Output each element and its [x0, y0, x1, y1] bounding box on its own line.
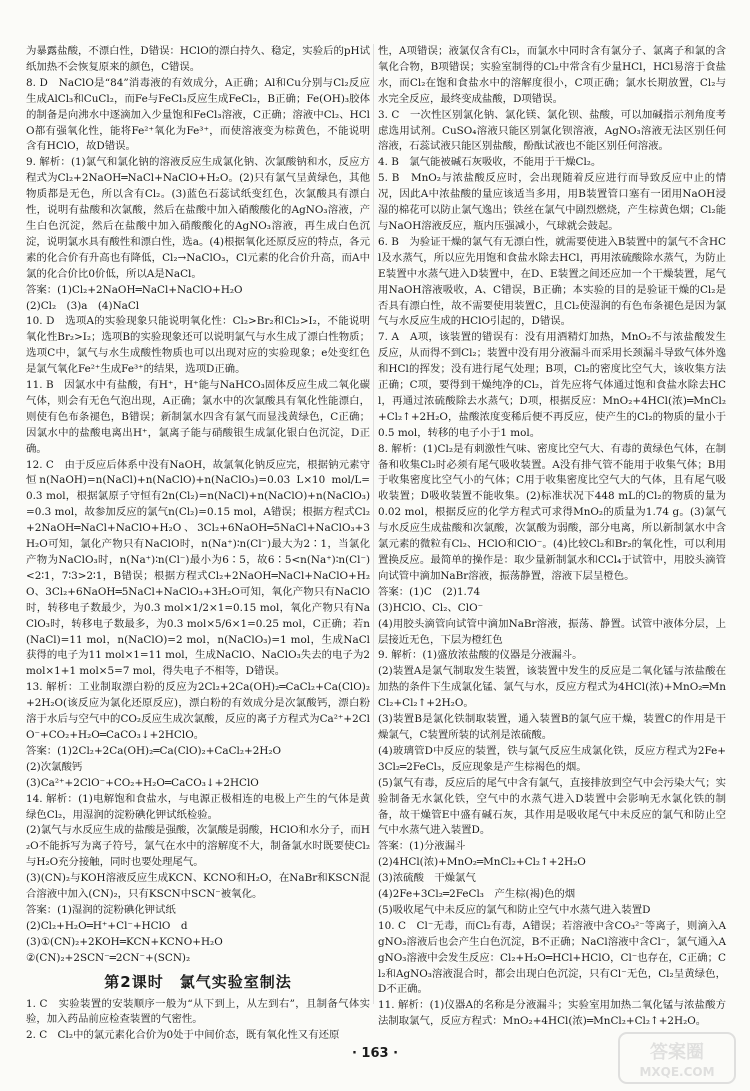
text-paragraph: 10. C Cl⁻无毒，而Cl₂有毒，A错误；若溶液中含CO₃²⁻等离子，则滴入AgNO₃溶液后也会产生白色沉淀，B不正确；NaCl溶液中含Cl⁻，氯气通入AgNO₃溶液中会发生反应：Cl₂+H₂O═HCl+HClO，Cl⁻也存在，C正确；Cl₂和AgNO₃溶液混合时，都会出现白色沉淀，只有Cl⁻无色，Cl₂呈黄绿色，D不正确。	[378, 919, 726, 996]
text-paragraph: (2)Cl₂+H₂O═H⁺+Cl⁻+HClO d	[26, 919, 188, 932]
text-paragraph: 性，A项错误；液氯仅含有Cl₂，而氯水中同时含有氯分子、氯离子和氯的含氧化合物，B项错误；实验室制得的Cl₂中常含有少量HCl，HCl易溶于食盐水，而Cl₂在饱和食盐水中的溶解度很小，C项正确；氯水长期放置，Cl₂与水完全反应，最终变成盐酸，D项错误。	[378, 45, 726, 105]
text-paragraph: 8. D NaClO是“84”消毒液的有效成分，A正确；Al和Cu分别与Cl₂反应生成AlCl₃和CuCl₂，而Fe与FeCl₃反应生成FeCl₂，B正确；Fe(OH)₃胶体的制备是向沸水中逐滴加入少量饱和FeCl₃溶液，C正确；溶液中Cl₂、HClO都有强氧化性，能将Fe²⁺氧化为Fe³⁺，而使溶液变为棕黄色，不能说明含有HClO，故D错误。	[26, 76, 370, 153]
text-paragraph: 8. 解析：(1)Cl₂是有刺激性气味、密度比空气大、有毒的黄绿色气体，在制备和收集Cl₂时必须有尾气吸收装置。A没有排气管不能用于收集气体；B用于收集密度比空气小的气体；C用于收集密度比空气大的气体，且有尾气吸收装置；D吸收装置不能收集。(2)标准状况下448 mL的Cl₂的物质的量为0.02 mol，根据反应的化学方程式可求得MnO₂的质量为1.74 g。(3)氯气与水反应生成盐酸和次氯酸，次氯酸为弱酸，部分电离，所以新制氯水中含氯元素的微粒有Cl₂、HClO和ClO⁻。(4)比较Cl₂和Br₂的氧化性，可以利用置换反应。最简单的操作是：取少量新制氯水和CCl₄于试管中，用胶头滴管向试管中滴加NaBr溶液，振荡静置，溶液下层呈橙色。	[378, 442, 726, 582]
text-paragraph: 答案：(1)Cl₂+2NaOH═NaCl+NaClO+H₂O	[26, 283, 243, 296]
text-paragraph: 7. A A项，该装置的错误有：没有用酒精灯加热，MnO₂不与浓盐酸发生反应，从而得不到Cl₂；装置中没有用分液漏斗而采用长颈漏斗导致气体外逸和HCl的挥发；没有进行尾气处理；B项，Cl₂的密度比空气大，该收集方法正确；C项，要得到干燥纯净的Cl₂，首先应将气体通过饱和食盐水除去HCl，再通过浓硫酸除去水蒸气；D项，根据反应：MnO₂+4HCl(浓)═MnCl₂+Cl₂↑+2H₂O，盐酸浓度变稀后便不再反应，使产生的Cl₂的物质的量小于0.5 mol，转移的电子小于1 mol。	[378, 331, 726, 439]
watermark-logo	[618, 1032, 736, 1084]
text-paragraph: (3)装置B是氯化铁制取装置，通入装置B的氯气应干燥，装置C的作用是干燥氯气，C装置所装的试剂是浓硫酸。	[378, 713, 726, 741]
text-paragraph: 5. B MnO₂与浓盐酸反应时，会出现随着反应进行而导致反应中止的情况，因此A中浓盐酸的量应该适当多用，用B装置管口塞有一团用NaOH浸湿的棉花可以防止氯气逸出；铁丝在氯气中剧烈燃烧，产生棕黄色烟；Cl₂能与NaOH溶液反应，瓶内压强减小，气球就会鼓起。	[378, 172, 726, 232]
text-paragraph: (3)HClO、Cl₂、ClO⁻	[378, 601, 484, 614]
right-column	[378, 44, 726, 1030]
text-paragraph: (2)氯气与水反应生成的盐酸是强酸，次氯酸是弱酸，HClO和水分子，而H₂O不能拆写为离子符号，氯气在水中的溶解度不大，制备氯水时既要使Cl₂与H₂O充分接触，同时也要处理尾气。	[26, 824, 370, 869]
text-paragraph: 9. 解析：(1)氯气和氯化钠的溶液反应生成氯化钠、次氯酸钠和水，反应方程式为Cl₂+2NaOH═NaCl+NaClO+H₂O。(2)只有氯气呈黄绿色，其他物质都是无色，所以含有Cl₂。(3)蓝色石蕊试纸变红色，次氯酸具有漂白性，说明有盐酸和次氯酸，然后在盐酸中加入硝酸酸化的AgNO₃溶液，产生白色沉淀，然后在盐酸中加入硝酸酸化的AgNO₃溶液，再生成白色沉淀，说明氯水具有酸性和漂白性，选a。(4)根据氧化还原反应的特点，各元素的化合价有升高也有降低，Cl₂→NaClO₃，Cl元素的化合价升高，而A中氯的化合价比0价低，所以A是NaCl。	[26, 156, 370, 280]
text-paragraph: (2)Cl₂ (3)a (4)NaCl	[26, 299, 140, 312]
text-paragraph: 10. D 选项A的实验现象只能说明氧化性：Cl₂>Br₂和Cl₂>I₂，不能说明氧化性Br₂>I₂；选项B的实验现象还可以说明氯气与水生成了漂白性物质；选项C中，氯气与水生成酸性物质也可以出现对应的实验现象；e处变红色是氯气氧化Fe²⁺生成Fe³⁺的结果，选项D正确。	[26, 315, 370, 376]
text-paragraph: 11. 解析：(1)仪器A的名称是分液漏斗；实验室用加热二氧化锰与浓盐酸方法制取氯气，反应方程式：MnO₂+4HCl(浓)═MnCl₂+Cl₂↑+2H₂O。	[378, 999, 726, 1028]
left-column	[26, 44, 370, 1044]
text-paragraph: (2)4HCl(浓)+MnO₂═MnCl₂+Cl₂↑+2H₂O	[378, 856, 586, 869]
svg-text:MXQE.COM: MXQE.COM	[639, 1065, 715, 1079]
text-paragraph: 1. C 实验装置的安装顺序一般为“从下到上，从左到右”，且制备气体实验，加入药品前应检查装置的气密性。	[26, 997, 370, 1026]
column-divider	[373, 44, 374, 1004]
text-paragraph: 9. 解析：(1)盛放浓盐酸的仪器是分液漏斗。	[378, 649, 583, 662]
text-paragraph: 3. C 一次性区别氯化钠、氯化镁、氯化钡、盐酸，可以加碱指示剂角度考虑选用试剂。CuSO₄溶液只能区别氯化钡溶液，AgNO₃溶液无法区别任何溶液，石蕊试液只能区别盐酸，酚酞试液也不能区别任何溶液。	[378, 108, 726, 153]
text-paragraph: 答案：(1)2Cl₂+2Ca(OH)₂═Ca(ClO)₂+CaCl₂+2H₂O	[26, 744, 282, 757]
text-paragraph: 13. 解析：工业制取漂白粉的反应为2Cl₂+2Ca(OH)₂═CaCl₂+Ca(ClO)₂+2H₂O(该反应为氯化还原反应)，漂白粉的有效成分是次氯酸钙，漂白粉溶于水后与空气中的CO₂反应生成次氯酸，反应的离子方程式为Ca²⁺+2ClO⁻+CO₂+H₂O═CaCO₃↓+2HClO。	[26, 681, 370, 741]
text-paragraph: (2)装置A是氯气制取发生装置，该装置中发生的反应是二氧化锰与浓盐酸在加热的条件下生成氯化锰、氯气与水，反应方程式为4HCl(浓)+MnO₂═MnCl₂+Cl₂↑+2H₂O。	[378, 665, 726, 710]
text-paragraph: 6. B 为验证干燥的氯气有无漂白性，就需要使进入B装置中的氯气不含HCl及水蒸气，所以应先用饱和食盐水除去HCl，再用浓硫酸除水蒸气，为防止E装置中水蒸气进入D装置中，在D、E装置之间还应加一个干燥装置，尾气用NaOH溶液吸收，A、C错误，B正确；本实验的目的是验证干燥的Cl₂是否具有漂白性，故不需要使用装置C，且Cl₂使湿润的有色布条褪色是因为氯气与水反应生成的HClO引起的，D错误。	[378, 235, 726, 328]
text-paragraph: (4)用胶头滴管向试管中滴加NaBr溶液，振荡、静置。试管中液体分层，上层接近无色，下层为橙红色	[378, 617, 726, 646]
text-paragraph: (3)①(CN)₂+2KOH═KCN+KCNO+H₂O	[26, 935, 223, 948]
text-paragraph: 答案：(1)C (2)1.74	[378, 585, 481, 598]
text-paragraph: 4. B 氯气能被碱石灰吸收，不能用于干燥Cl₂。	[378, 156, 602, 169]
text-paragraph: (5)氯气有毒，反应后的尾气中含有氯气，直接排放到空气中会污染大气；实验制备无水氯化铁，空气中的水蒸气进入D装置中会影响无水氯化铁的制备，故干燥管E中盛有碱石灰，其作用是吸收尾气中未反应的氯气和防止空气中水蒸气进入装置D。	[378, 776, 726, 837]
text-paragraph: 14. 解析：(1)电解饱和食盐水，与电源正极相连的电极上产生的气体是黄绿色Cl₂，用湿润的淀粉碘化钾试纸检验。	[26, 792, 370, 821]
text-paragraph: ②(CN)₂+2SCN⁻═2CN⁻+(SCN)₂	[26, 951, 191, 964]
text-paragraph: (4)2Fe+3Cl₂═2FeCl₃ 产生棕(褐)色的烟	[378, 888, 576, 901]
text-paragraph: (3)(CN)₂与KOH溶液反应生成KCN、KCNO和H₂O，在NaBr和KSCN混合溶液中加入(CN)₂，只有KSCN中SCN⁻被氧化。	[26, 872, 370, 901]
text-paragraph: (3)浓硫酸 干燥氯气	[378, 872, 476, 885]
text-paragraph: 12. C 由于反应后体系中没有NaOH，故氯氧化钠反应完，根据钠元素守恒n(NaOH)=n(NaCl)+n(NaClO)+n(NaClO₃)=0.03 L×10 mol/L=0.3 mol，根据氯原子守恒有2n(Cl₂)=n(NaCl)+n(NaClO)+n(NaClO₃)=0.3 mol，故参加反应的氯气n(Cl₂)=0.15 mol，A错误；根据方程式Cl₂+2NaOH═NaCl+NaClO+H₂O、3Cl₂+6NaOH═5NaCl+NaClO₃+3H₂O可知，氯化产物只有NaClO时，n(Na⁺)∶n(Cl⁻)最大为2∶1，当氯化产物为NaClO₃时，n(Na⁺)∶n(Cl⁻)最小为6∶5，故6∶5<n(Na⁺)∶n(Cl⁻)<2∶1，7∶3>2∶1，B错误；根据方程式Cl₂+2NaOH═NaCl+NaClO+H₂O、3Cl₂+6NaOH═5NaCl+NaClO₃+3H₂O可知，氧化产物只有NaClO时，转移电子数最少，为0.3 mol×1/2×1=0.15 mol，氧化产物只有NaClO₃时，转移电子数最多，为0.3 mol×5/6×1=0.25 mol，C正确；若n(NaCl)=11 mol，n(NaClO)=2 mol，n(NaClO₃)=1 mol，生成NaCl获得的电子为11 mol×1=11 mol，生成NaClO、NaClO₃失去的电子为2 mol×1+1 mol×5=7 mol，得失电子不相等，D错误。	[26, 458, 370, 678]
text-paragraph: 答案：(1)湿润的淀粉碘化钾试纸	[26, 903, 176, 916]
text-paragraph: (2)次氯酸钙	[26, 760, 83, 773]
text-paragraph: (4)玻璃管D中反应的装置，铁与氯气反应生成氯化铁，反应方程式为2Fe+3Cl₂═2FeCl₃，反应现象是产生棕褐色的烟。	[378, 744, 726, 773]
text-paragraph: (3)Ca²⁺+2ClO⁻+CO₂+H₂O═CaCO₃↓+2HClO	[26, 776, 259, 789]
svg-text:答案圈: 答案圈	[650, 1042, 704, 1063]
section-title: 第2课时 氯气实验室制法	[104, 972, 292, 991]
text-paragraph: (5)吸收尾气中未反应的氯气和防止空气中水蒸气进入装置D	[378, 903, 651, 916]
text-paragraph: 为暴露盐酸，不漂白性，D错误：HClO的漂白持久、稳定，实验后的pH试纸加热不会恢复原来的颜色，C错误。	[26, 45, 370, 73]
page-number: · 163 ·	[351, 1046, 399, 1061]
text-paragraph: 11. B 因氯水中有盐酸，有H⁺，H⁺能与NaHCO₃固体反应生成二氧化碳气体，则会有无色气泡出现，A正确；氯水中的次氯酸具有氧化性能漂白，则使有色布条褪色，B错误；新制氯水四含有氯气而显浅黄绿色，C正确；因氯水中的盐酸电离出H⁺，氯离子能与硝酸银生成氯化银白色沉淀，D正确。	[26, 379, 370, 455]
text-paragraph: 2. C Cl₂中的氯元素化合价为0处于中间价态，既有氧化性又有还原	[26, 1029, 340, 1042]
text-paragraph: 答案：(1)分液漏斗	[378, 840, 466, 853]
